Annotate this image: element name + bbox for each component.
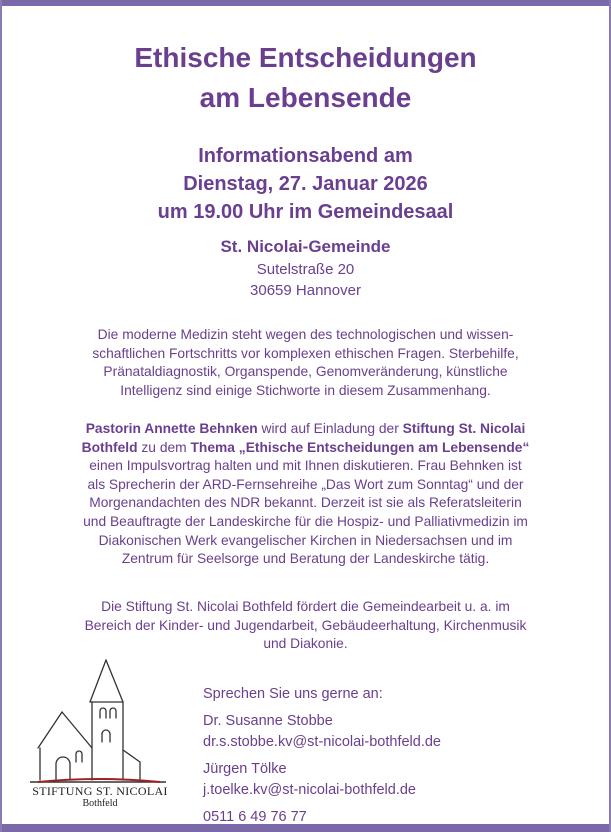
venue-street: Sutelstraße 20: [256, 261, 355, 278]
logo-title: STIFTUNG ST. NICOLAI: [32, 784, 168, 798]
talk-topic: Thema „Ethische Entscheidungen am Lebensende“: [190, 439, 530, 455]
speaker-line: als Sprecherin der ARD-Fernsehreihe „Das Wort zum Sonntag“ und der: [87, 476, 524, 492]
contact-person2-email[interactable]: j.toelke.kv@st-nicolai-bothfeld.de: [203, 782, 416, 798]
event-info-line1: Informationsabend am: [198, 145, 413, 167]
logo-subtitle: Bothfeld: [82, 798, 118, 809]
speaker-line: und Beauftragte der Landeskirche für die Hospiz- und Palliativmedizin im: [83, 513, 528, 529]
contact-block: [203, 684, 441, 828]
venue-name: St. Nicolai-Gemeinde: [220, 237, 391, 256]
venue-address: [0, 235, 611, 301]
contact-person1-name: Dr. Susanne Stobbe: [203, 713, 333, 729]
intro-paragraph: [12, 326, 599, 400]
intro-line: Die moderne Medizin steht wegen des technologischen und wissen-: [97, 327, 514, 342]
speaker-line: einen Impulsvortrag halten und mit Ihnen diskutieren. Frau Behnken ist: [89, 458, 522, 474]
contact-person2-name: Jürgen Tölke: [203, 761, 287, 777]
speaker-line: Morgenandachten des NDR bekannt. Derzeit ist sie als Referatsleiterin: [89, 495, 522, 511]
speaker-name: Pastorin Annette Behnken: [85, 421, 258, 436]
speaker-line: [12, 439, 599, 458]
speaker-line: [12, 420, 599, 439]
foundation-paragraph: [12, 598, 599, 654]
intro-line: schaftlichen Fortschritts vor komplexen ethischen Fragen. Sterbehilfe,: [92, 345, 519, 361]
contact-person1-email[interactable]: dr.s.stobbe.kv@st-nicolai-bothfeld.de: [203, 734, 441, 750]
speaker-line: Zentrum für Seelsorge und Beratung der Landeskirche tätig.: [121, 551, 490, 567]
event-date: Dienstag, 27. Januar 2026: [183, 173, 428, 195]
event-time-place: um 19.00 Uhr im Gemeindesaal: [157, 201, 454, 223]
speaker-text: zu dem: [137, 439, 191, 455]
contact-intro: Sprechen Sie uns gerne an:: [203, 686, 383, 702]
event-info: [0, 142, 611, 226]
event-title: [0, 38, 611, 118]
foundation-line: Bereich der Kinder- und Jugendarbeit, Gebäudeerhaltung, Kirchenmusik: [84, 617, 527, 633]
foundation-line: und Diakonie.: [263, 636, 348, 652]
venue-city: 30659 Hannover: [250, 282, 361, 299]
event-title-line1: Ethische Entscheidungen: [134, 42, 477, 73]
contact-phone[interactable]: 0511 6 49 76 77: [203, 809, 307, 825]
foundation-name-cont: Bothfeld: [81, 439, 138, 455]
speaker-line: Diakonischen Werk evangelischer Kirchen in Niedersachsen und im: [98, 532, 513, 548]
foundation-name: Stiftung St. Nicolai: [402, 421, 526, 436]
foundation-line: Die Stiftung St. Nicolai Bothfeld fördert die Gemeindearbeit u. a. im: [101, 599, 510, 614]
speaker-text: wird auf Einladung der: [257, 421, 403, 436]
speaker-paragraph: [12, 420, 599, 569]
frame-left-edge: [0, 0, 2, 832]
event-title-line2: am Lebensende: [199, 82, 412, 113]
intro-line: Intelligenz sind einige Stichworte in diesem Zusammenhang.: [120, 382, 491, 398]
intro-line: Pränataldiagnostik, Organspende, Genomveränderung, künstliche: [103, 364, 508, 380]
